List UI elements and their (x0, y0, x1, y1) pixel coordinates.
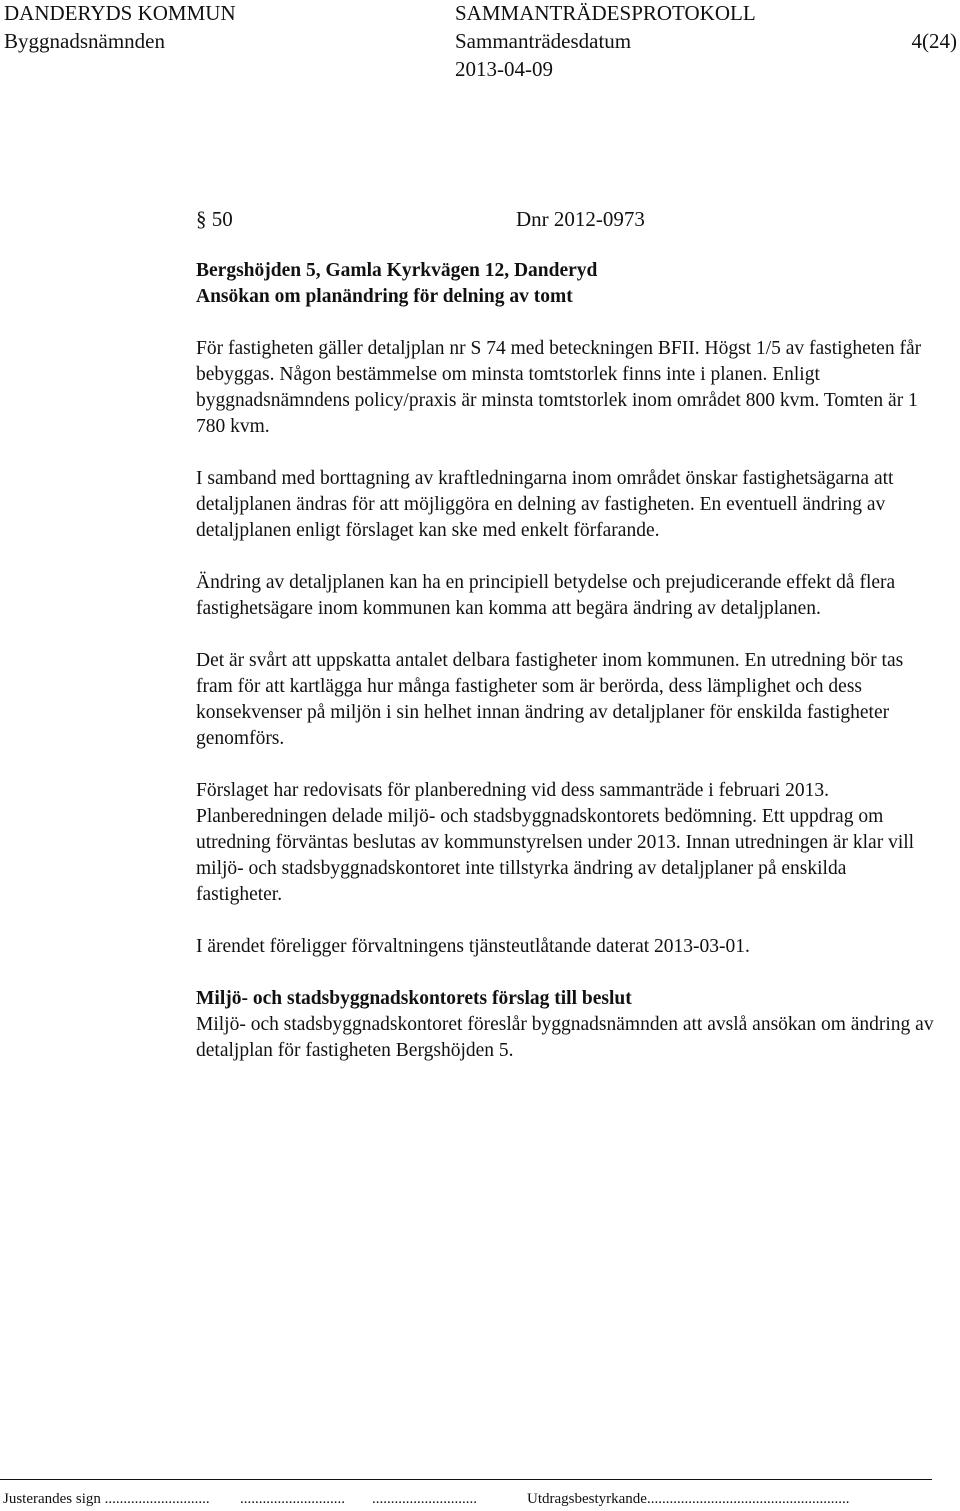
organization-name: DANDERYDS KOMMUN (4, 1, 236, 25)
case-title-line1: Bergshöjden 5, Gamla Kyrkvägen 12, Danderyd (196, 260, 598, 281)
paragraph-2: I samband med borttagning av kraftledningarna inom området önskar fastighetsägarna att detaljplanen ändras för att möjliggöra en delning av fastigheten. En eventuell ändring av detaljplanen enligt förslaget kan ske med enkelt förfarande. (196, 468, 894, 541)
case-title-line2: Ansökan om planändring för delning av tomt (196, 286, 573, 307)
meeting-date: 2013-04-09 (455, 57, 553, 81)
paragraph-1: För fastigheten gäller detaljplan nr S 74 med beteckningen BFII. Högst 1/5 av fastigheten får bebyggas. Någon bestämmelse om minsta tomtstorlek finns inte i planen. Enligt byggnadsnämndens policy/praxis är minsta tomtstorlek inom området 800 kvm. Tomten är 1 780 kvm. (196, 338, 922, 437)
paragraph-6: I ärendet föreligger förvaltningens tjänsteutlåtande daterat 2013-03-01. (196, 936, 750, 957)
protocol-body (196, 258, 936, 1064)
paragraph-4: Det är svårt att uppskatta antalet delbara fastigheter inom kommunen. En utredning bör tas fram för att kartlägga hur många fastigheter som är berörda, dess lämplighet och dess konsekvenser på miljön i sin helhet innan ändring av detaljplaner för enskilda fastigheter genomförs. (196, 650, 904, 749)
footer-divider (0, 1479, 932, 1480)
case-reference: Dnr 2012-0973 (516, 207, 645, 231)
board-name: Byggnadsnämnden (4, 29, 165, 53)
signature-field-utdrag: Utdragsbestyrkande...................................................... (527, 1491, 850, 1507)
page-number: 4(24) (911, 29, 957, 53)
signature-field-justerandes: Justerandes sign ............................ (3, 1491, 210, 1507)
proposal-text: Miljö- och stadsbyggnadskontoret föreslår byggnadsnämnden att avslå ansökan om ändring av detaljplan för fastigheten Bergshöjden 5. (196, 1014, 934, 1061)
signature-line-1: ............................ (240, 1491, 345, 1507)
meeting-date-label: Sammanträdesdatum (455, 29, 632, 53)
paragraph-number: § 50 (196, 207, 233, 231)
signature-line-2: ............................ (372, 1491, 477, 1507)
paragraph-3: Ändring av detaljplanen kan ha en principiell betydelse och prejudicerande effekt då flera fastighetsägare inom kommunen kan komma att begära ändring av detaljplanen. (196, 572, 896, 619)
document-type: SAMMANTRÄDESPROTOKOLL (455, 1, 756, 25)
paragraph-5: Förslaget har redovisats för planberedning vid dess sammanträde i februari 2013. Planberedningen delade miljö- och stadsbyggnadskontorets bedömning. Ett uppdrag om utredning förväntas beslutas av kommunstyrelsen under 2013. Innan utredningen är klar vill miljö- och stadsbyggnadskontoret inte tillstyrka ändring av detaljplaner på enskilda fastigheter. (196, 780, 915, 905)
proposal-heading: Miljö- och stadsbyggnadskontorets förslag till beslut (196, 988, 632, 1009)
